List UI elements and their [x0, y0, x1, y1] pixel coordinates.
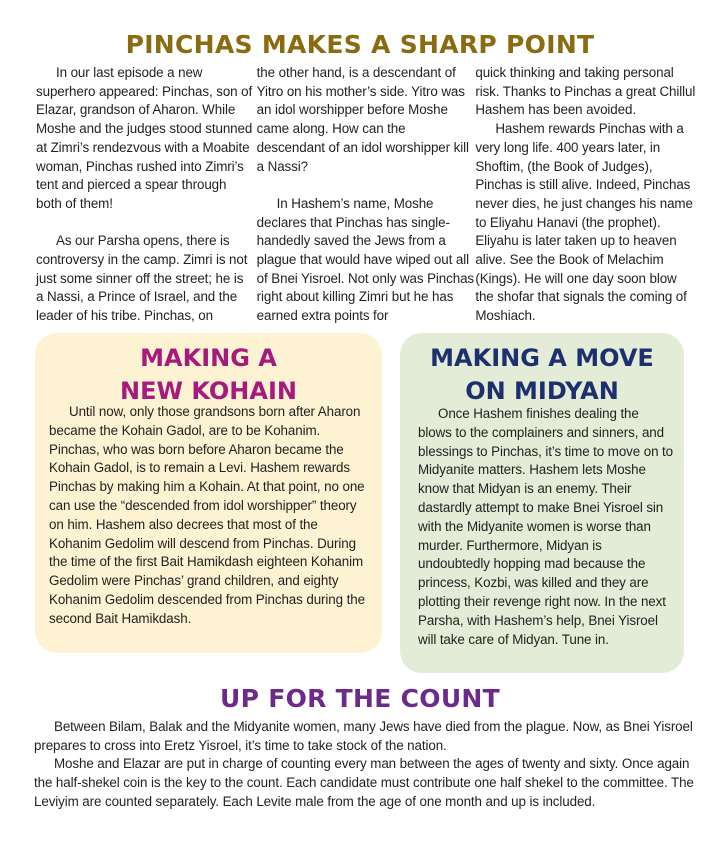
midyan-paragraph: Once Hashem finishes dealing the blows to the complainers and sinners, and blessings to Pinchas, it’s time to move on to Midyanite matters. Hashem lets Moshe know that Midyan is an enemy. Their dastardly attempt to make Bnei Yisroel sin with the Midyanite women is worse than murder. Furthermore, Midyan is undoubtedly hopping mad because the princess, Kozbi, was killed and they are plotting their revenge right now. In the next Parsha, with Hashem’s help, Bnei Yisroel will take care of Midyan. Tune in. — [418, 406, 674, 647]
midyan-sidebar-box — [400, 333, 684, 673]
midyan-heading — [400, 333, 684, 408]
intro-columns — [36, 64, 696, 322]
count-paragraph: Moshe and Elazar are put in charge of counting every man between the ages of twenty and sixty. Once again the half-shekel coin is the key to the count. Each candidate must contribute one half shekel to the committee. The Leviyim are counted separately. Each Levite male from the age of one month and up is included. — [34, 756, 694, 809]
count-heading: UP FOR THE COUNT — [219, 684, 501, 713]
intro-column-3 — [475, 64, 696, 322]
kohain-heading-line-2: NEW KOHAIN — [120, 377, 297, 405]
kohain-body — [49, 403, 371, 629]
intro-paragraph: the other hand, is a descendant of Yitro on his mother’s side. Yitro was an idol worshipper before Moshe came along. How can the descendant of an idol worshipper kill a Nassi? — [256, 65, 469, 174]
kohain-heading — [35, 333, 382, 408]
intro-paragraph: In Hashem’s name, Moshe declares that Pinchas has single-handedly saved the Jews from a plague that would have wiped out all of Bnei Yisroel. Not only was Pinchas right about killing Zimri but he has earned extra points for — [256, 195, 475, 324]
intro-paragraph: Hashem rewards Pinchas with a very long life. 400 years later, in Shoftim, (the Book of Judges), Pinchas is still alive. Indeed, Pinchas never dies, he just changes his name to Eliyahu Hanavi (the prophet). Eliyahu is later taken up to heaven alive. See the Book of Melachim (Kings). He will one day soon blow the shofar that signals the coming of Moshiach. — [475, 121, 693, 324]
intro-column-2 — [257, 64, 476, 322]
page-title: PINCHAS MAKES A SHARP POINT — [125, 30, 595, 59]
intro-column-1 — [36, 64, 253, 322]
kohain-heading-line-1: MAKING A — [140, 344, 277, 372]
intro-paragraph: As our Parsha opens, there is controversy in the camp. Zimri is not just some sinner off the street; he is a Nassi, a Prince of Israel, and the leader of his tribe. Pinchas, on — [36, 233, 248, 324]
midyan-body — [418, 405, 674, 649]
midyan-heading-line-1: MAKING A MOVE — [430, 344, 654, 372]
count-paragraph: Between Bilam, Balak and the Midyanite women, many Jews have died from the plague. Now, as Bnei Yisroel prepares to cross into Eretz Yisroel, it’s time to take stock of the nation. — [34, 719, 693, 753]
intro-paragraph: quick thinking and taking personal risk. Thanks to Pinchas a great Chillul Hashem has been avoided. — [475, 65, 696, 118]
kohain-sidebar-box — [35, 333, 382, 653]
intro-paragraph: In our last episode a new superhero appeared: Pinchas, son of Elazar, grandson of Aharon. While Moshe and the judges stood stunned at Zimri’s rendezvous with a Moabite woman, Pinchas rushed into Zimri’s tent and pierced a spear through both of them! — [36, 65, 253, 211]
kohain-paragraph: Until now, only those grandsons born after Aharon became the Kohain Gadol, are to be Kohanim. Pinchas, who was born before Aharon became the Kohain Gadol, is to remain a Levi. Hashem rewards Pinchas by making him a Kohain. At that point, no one can use the “descended from idol worshipper” theory on him. Hashem also decrees that most of the Kohanim Gedolim will descend from Pinchas. During the time of the first Bait Hamikdash eighteen Kohanim Gedolim were Pinchas’ grand children, and eighty Kohanim Gedolim descended from Pinchas during the second Bait Hamikdash. — [49, 404, 365, 626]
midyan-heading-line-2: ON MIDYAN — [465, 377, 619, 405]
count-body — [34, 718, 694, 812]
